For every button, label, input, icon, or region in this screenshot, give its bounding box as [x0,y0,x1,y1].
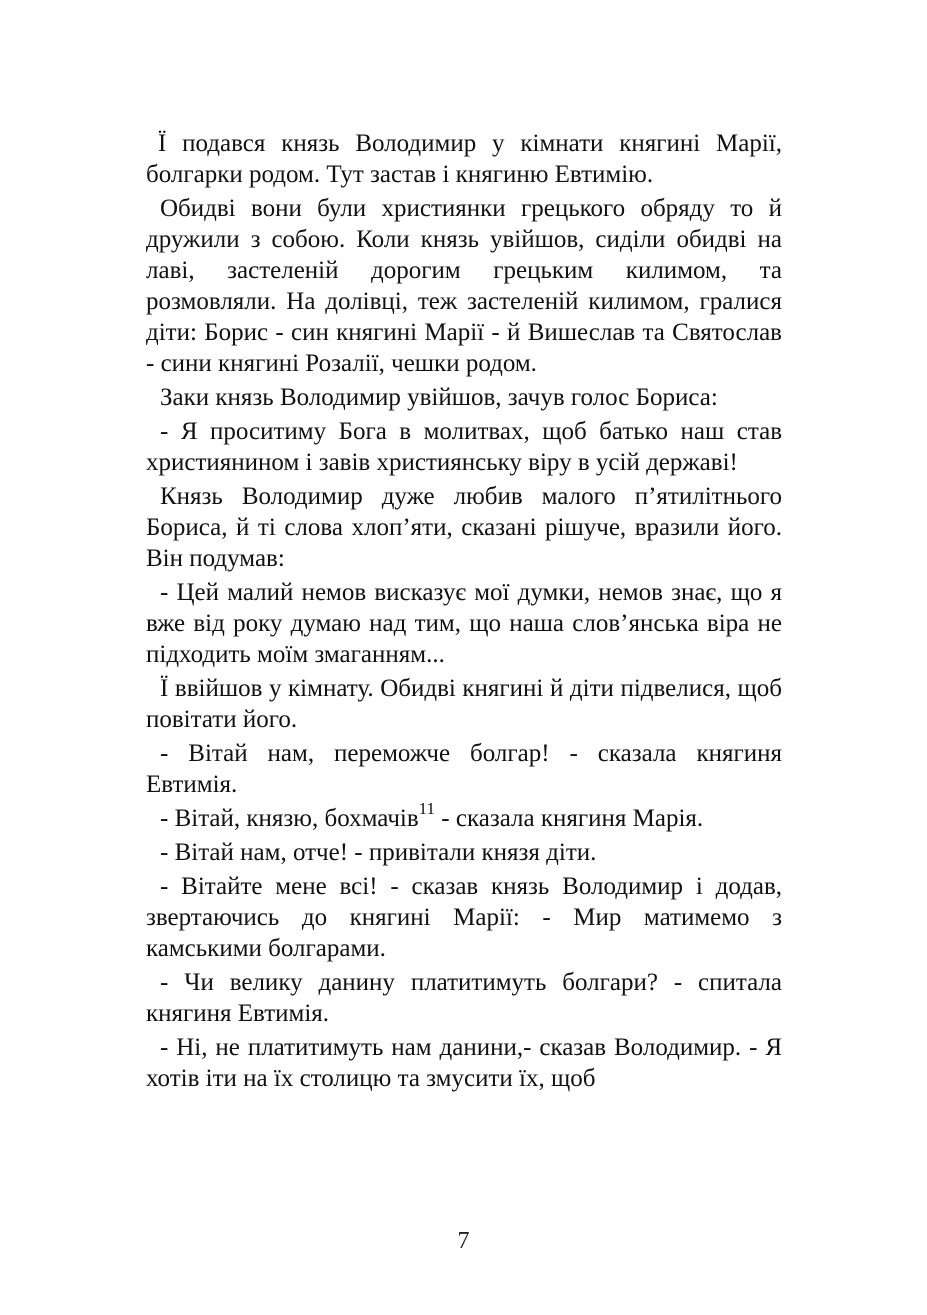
body-text [146,128,782,1094]
page-number: 7 [457,1228,470,1254]
paragraph: - Чи велику данину платитимуть болгари? - спитала княгиня Евтимія. [146,969,782,1027]
paragraph-text: - сказала княгиня Марія. [435,805,704,832]
paragraph: Ї подався князь Володимир у кімнати княгині Марії, болгарки родом. Тут застав і княгиню Евтимію. [146,130,782,188]
paragraph: Ї ввійшов у кімнату. Обидві княгині й діти підвелися, щоб повітати його. [146,675,782,733]
paragraph: - Цей малий немов висказує мої думки, немов знає, що я вже від року думаю над тим, що наша слов’янська віра не підходить моїм змаганням... [146,579,782,668]
paragraph: - Ні, не платитимуть нам данини,- сказав Володимир. - Я хотів іти на їх столицю та змусити їх, щоб [146,1034,782,1092]
paragraph: - Вітайте мене всі! - сказав князь Володимир і додав, звертаючись до княгині Марії: - Мир матимемо з камськими болгарами. [146,873,782,962]
footnote-reference: 11 [418,799,436,818]
paragraph: Заки князь Володимир увійшов, зачув голос Бориса: [160,384,718,411]
paragraph: - Я проситиму Бога в молитвах, щоб батько наш став християнином і завів християнську віру в усій державі! [146,418,782,476]
paragraph-text: - Вітай, князю, бохмачів [160,805,419,832]
paragraph: Обидві вони були християнки грецького обряду то й дружили з собою. Коли князь увійшов, сиділи обидві на лаві, застеленій дорогим грецьким килимом, та розмовляли. На долівці, теж застеленій килимом, гралися діти: Борис - син княгині Марії - й Вишеслав та Святослав - сини княгині Розалії, чешки родом. [146,195,782,377]
paragraph-with-footnote [146,799,782,834]
paragraph: - Вітай нам, переможче болгар! - сказала княгиня Евтимія. [146,740,782,798]
paragraph: Князь Володимир дуже любив малого п’ятилітнього Бориса, й ті слова хлоп’яти, сказані рішуче, вразили його. Він подумав: [146,483,782,572]
paragraph: - Вітай нам, отче! - привітали князя діти. [160,839,597,866]
